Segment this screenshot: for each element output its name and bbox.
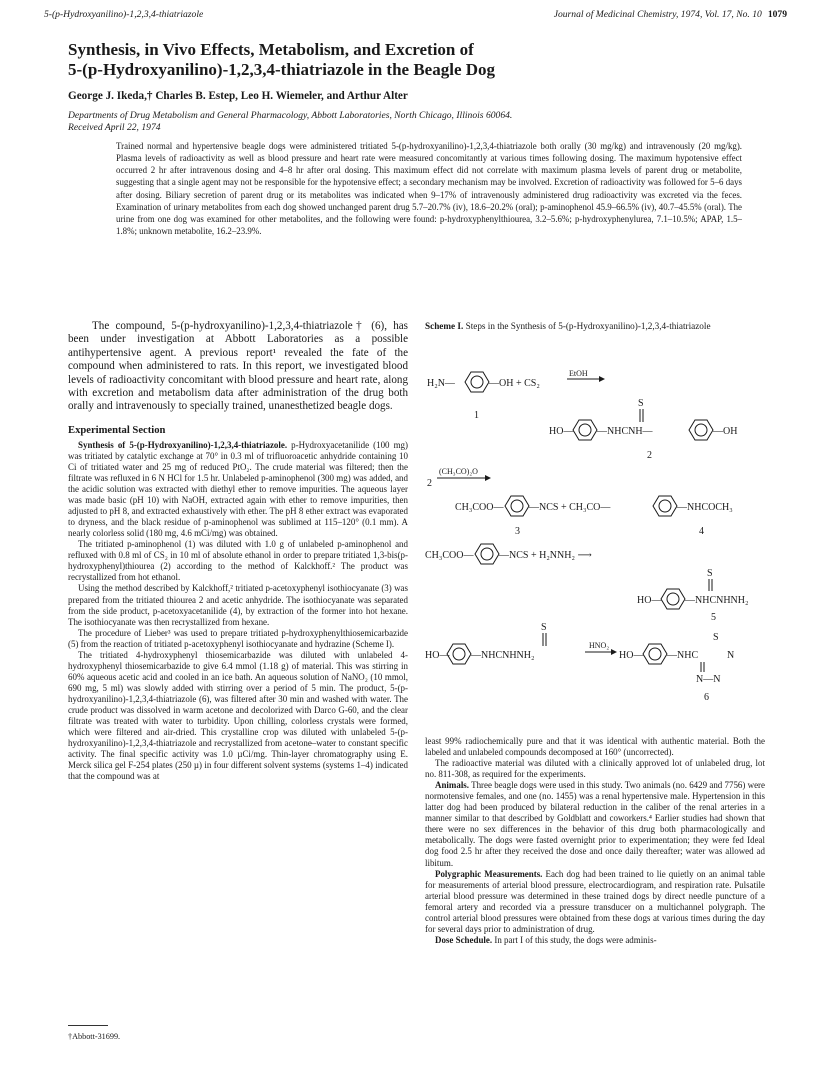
animals-subhead: Animals. [435, 780, 470, 791]
compound-label-4: 4 [699, 526, 704, 537]
scheme-s-2: S [638, 398, 644, 409]
authors: George J. Ikeda,† Charles B. Estep, Leo H. Wiemeler, and Arthur Alter [68, 90, 408, 102]
scheme-hno2: HNO₂ [589, 641, 610, 650]
scheme-etoh: EtOH [569, 369, 588, 378]
scheme-acetic-anhydride: (CH₃CO)₂O [439, 467, 478, 476]
scheme-arrowhead-3 [611, 649, 617, 655]
compound-label-2: 2 [647, 450, 652, 461]
scheme-ho-5: HO— [637, 595, 662, 606]
scheme-ho-2: HO— [549, 426, 574, 437]
scheme-ch3coo-3: CH₃COO— [455, 502, 504, 513]
scheme-ring-s: S [713, 632, 719, 643]
dose-schedule-subhead: Dose Schedule. [435, 934, 493, 945]
paragraph-thiourea: The tritiated p-aminophenol (1) was diluted with 1.0 g of unlabeled p-aminophenol and refluxed with 0.8 ml of CS₂ in 10 ml of absolute ethanol in order to prepare tritiated 1,3-bis(p-hydroxyphenyl)thiourea (2) according to the method of Kalckhoff.² The product was recrystallized from hot ethanol. [68, 539, 408, 583]
scheme-nhcnh: —NHCNH— [597, 426, 653, 437]
benzene-ring-5b [447, 644, 471, 664]
scheme-ring-n: N [727, 650, 735, 661]
affiliation-block [68, 110, 768, 134]
article-title [68, 40, 788, 80]
section-heading: Experimental Section [68, 424, 166, 436]
paragraph-dose-schedule: Dose Schedule. In part I of this study, the dogs were adminis- [435, 934, 657, 945]
left-column [68, 320, 408, 782]
article-title-line1: Synthesis, in Vivo Effects, Metabolism, and Excretion of [68, 40, 474, 59]
scheme-ho-5b: HO— [425, 650, 450, 661]
scheme-oh-2: —OH [713, 426, 738, 437]
compound-label-5: 5 [711, 612, 716, 621]
paragraph-purity: least 99% radiochemically pure and that it was identical with authentic material. Both the labeled and unlabeled compounds decomposed at 160° (uncorrected). [425, 736, 765, 758]
paragraph-dilution: The radioactive material was diluted with a clinically approved lot of unlabeled drug, lot no. 811-308, as required for the experiments. [425, 758, 765, 780]
scheme-arrowhead-2 [485, 475, 491, 481]
benzene-ring-4 [653, 496, 677, 516]
compound-label-3: 3 [515, 526, 520, 537]
scheme-nhcoch3: —NHCOCH₃ [677, 502, 733, 513]
right-column [425, 736, 765, 946]
affiliation: Departments of Drug Metabolism and General Pharmacology, Abbott Laboratories, North Chicago, Illinois 60064. [68, 110, 513, 121]
synthesis-scheme [421, 346, 791, 621]
paragraph-animals: Animals. Three beagle dogs were used in this study. Two animals (no. 6429 and 7756) were normotensive females, and one (no. 1455) was a renal hypertensive male. Hypertension in this latter dog had been produced by bilateral reduction in the caliber of the renal arteries in a manner similar to that described by Goldblatt and coworkers.⁴ Earlier studies had shown that there were no sex differences in the behavior of this drug both pharmacologically and metabolically. The dogs were fasted overnight prior to experimentation; they were fed Ideal dog food 2.5 hr after they received the dose and once daily thereafter; water was allowed ad libitum. [425, 780, 765, 868]
scheme-arrowhead-1 [599, 376, 605, 382]
scheme-nhcnhnh2: —NHCNHNH₂ [685, 595, 749, 606]
compound-label-6: 6 [704, 692, 709, 703]
running-title: 5-(p-Hydroxyanilino)-1,2,3,4-thiatriazole [44, 9, 204, 20]
benzene-ring-1 [465, 372, 489, 392]
scheme-oh-cs2: —OH + CS₂ [489, 378, 540, 389]
scheme-caption: Scheme I. Steps in the Synthesis of 5-(p-Hydroxyanilino)-1,2,3,4-thiatriazole [425, 321, 711, 331]
footnote-divider [68, 1025, 108, 1026]
benzene-ring-5 [661, 589, 685, 609]
synthesis-scheme-lower [421, 622, 791, 737]
scheme-ring-nn: N—N [696, 674, 721, 685]
article-title-line2: 5-(p-Hydroxyanilino)-1,2,3,4-thiatriazole in the Beagle Dog [68, 60, 496, 79]
benzene-ring-3b [475, 544, 499, 564]
journal-citation: Journal of Medicinal Chemistry, 1974, Vol. 17, No. 10 1079 [553, 9, 787, 20]
scheme-nhcnhnh2-b: —NHCNHNH₂ [471, 650, 535, 661]
introduction-paragraph: The compound, 5-(p-hydroxyanilino)-1,2,3,4-thiatriazole† (6), has been under investigation at Abbott Laboratories as a possible antihypertensive agent. A previous report¹ revealed the fate of the compound when administered to rats. In this report, we investigated blood levels of radioactivity concomitant with blood pressure and heart rate, along with excretion and metabolism data after administration of the drug both orally and intravenously to specially trained, unanesthetized beagle dogs. [68, 320, 408, 413]
paragraph-thiatriazole: The tritiated 4-hydroxyphenyl thiosemicarbazide was diluted with unlabeled 4-hydroxyphenyl thiosemicarbazide to give 6.4 mmol (1.18 g) of material. This was stirring in 60% aqueous acetic acid and cooled in an ice bath. An aqueous solution of NaNO₂ (10 mmol, 690 mg, 5 ml) was slowly added with stirring over a period of 5 min. The product, 5-(p-hydroxyanilino)-1,2,3,4-thiatriazole (6), was filtered after 30 min and washed with water. The crude product was dissolved in warm acetone and decolorized with Darco G-60, and the clear filtrate was treated with water to turbidity. Upon chilling, colorless crystals were formed, which were filtered and air-dried. This crystalline crop was diluted with unlabeled 5-(p-hydroxyanilino)-1,2,3,4-thiatriazole and recrystallized from acetone–water to constant specific activity. The final specific activity was 1.0 µCi/mg. Thin-layer chromatography using E. Merck silica gel F-254 plates (250 µ) in four different solvent systems (systems 1–4) indicated that the compound was at [68, 649, 408, 782]
running-header [44, 9, 787, 23]
polygraphic-subhead: Polygraphic Measurements. [435, 868, 543, 879]
received-date: Received April 22, 1974 [68, 122, 161, 133]
scheme-ho-6: HO— [619, 650, 644, 661]
paragraph-polygraphic: Polygraphic Measurements. Each dog had been trained to lie quietly on an animal table for measurements of arterial blood pressure, electrocardiogram, and respiration rate. Pulsatile arterial blood pressure was determined in these trained dogs by direct needle puncture of a femoral artery and recorded via a pressure transducer on a multichannel polygraph. The control arterial blood pressures were obtained from these dogs at various times during the day for several days prior to administration of drug. [425, 868, 765, 934]
scheme-step-2: 2 [427, 478, 432, 489]
footnote: †Abbott-31699. [68, 1032, 121, 1041]
scheme-nhc: —NHC [667, 650, 699, 661]
scheme-svg-lower [421, 622, 791, 737]
compound-label-1: 1 [474, 410, 479, 421]
benzene-ring-6 [643, 644, 667, 664]
page-number: 1079 [767, 9, 787, 20]
synthesis-subhead: Synthesis of 5-(p-Hydroxyanilino)-1,2,3,4-thiatriazole. [78, 439, 288, 450]
scheme-svg [421, 346, 791, 621]
paragraph-lieber: The procedure of Lieber³ was used to prepare tritiated p-hydroxyphenylthiosemicarbazide (5) from the reaction of tritiated p-acetoxyphenyl isothiocyanate and hydrazine (Scheme I). [68, 627, 408, 649]
synthesis-paragraph: Synthesis of 5-(p-Hydroxyanilino)-1,2,3,4-thiatriazole. p-Hydroxyacetanilide (100 mg) was tritiated by catalytic exchange at 70° in 0.3 ml of trifluoroacetic anhydride containing 10 Ci of tritiated water and 25 mg of reduced PtO₂. The crude material was filtered; then the filtrate was refluxed in 6 N HCl for 1.5 hr. Unlabeled p-aminophenol (300 mg) was added, and the acidic solution was extracted with diethyl ether to remove impurities. The aqueous layer was made basic (pH 10) with NaOH, extracted again with ether to remove impurities, then adjusted to pH 8, and extracted exhaustively with ether. The pH 8 ether extract was evaporated to dryness, and the black residue of p-aminophenol was sublimed at 115–120° (0.1 mm). A nearly colorless solid (180 mg, 4.6 mCi/mg) was obtained. [68, 439, 408, 539]
scheme-ncs-hydrazine: —NCS + H₂NNH₂ ⟶ [499, 550, 592, 561]
abstract: Trained normal and hypertensive beagle dogs were administered tritiated 5-(p-hydroxyanilino)-1,2,3,4-thiatriazole both orally (30 mg/kg) and intravenously (20 mg/kg). Plasma levels of radioactivity as well as blood pressure and heart rate were measured concomitantly at various times following dosing. The maximum hypotensive effect occurred 2 hr after intravenous dosing and 4–8 hr after oral dosing. This maximum effect did not correlate with maximum plasma levels of parent drug or metabolite, suggesting that a single agent may not be responsible for the hypotensive effect; a secondary mechanism may be involved. Excretion of radioactivity was followed for 5–6 days after dosing. Biliary secretion of parent drug or its metabolites was indicated when 9–17% of intravenously administered drug radioactivity was excreted via the feces. Examination of urinary metabolites from each dog showed unchanged parent drug 5.7–20.7% (iv), 18.6–20.2% (oral); p-aminophenol 45.9–66.5% (iv), 40.7–45.5% (oral). The urine from one dog was examined for other metabolites, and the following were found: p-hydroxyphenylthiourea, 3.2–5.6%; p-hydroxyphenylurea, 7.1–10.5%; APAP, 1.5–1.8%; unknown metabolite, 16.2–23.9%. [116, 141, 742, 237]
scheme-ncs-plus: —NCS + CH₃CO— [529, 502, 611, 513]
benzene-ring-3 [505, 496, 529, 516]
scheme-s-5: S [707, 568, 713, 579]
benzene-ring-2b [689, 420, 713, 440]
benzene-ring-2a [573, 420, 597, 440]
scheme-ch3coo-3b: CH₃COO— [425, 550, 474, 561]
scheme-s-5b: S [541, 622, 547, 633]
scheme-h2n: H₂N— [427, 378, 455, 389]
paragraph-isothiocyanate: Using the method described by Kalckhoff,² tritiated p-acetoxyphenyl isothiocyanate (3) was prepared from the tritiated thiourea 2 and acetic anhydride. The isothiocyanate was separated from the side product, p-acetoxyacetanilide (4), by extraction of the former into hot hexane. The isothiocyanate was then recrystallized from hexane. [68, 583, 408, 627]
